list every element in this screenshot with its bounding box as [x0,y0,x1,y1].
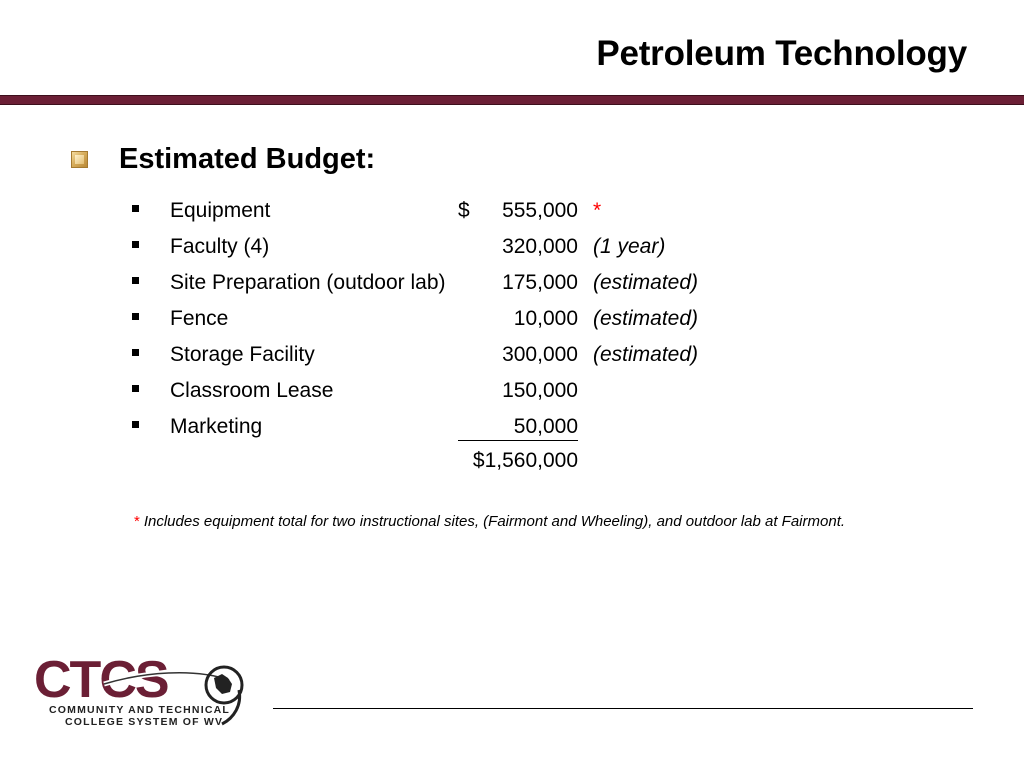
budget-item-label: Storage Facility [170,343,315,366]
budget-item-storage-facility [0,343,1024,373]
budget-item-label: Marketing [170,415,263,438]
budget-item-classroom-lease [0,379,1024,409]
black-square-bullet-icon [132,277,139,284]
budget-item-amount: 555,000 [502,199,578,222]
ctcs-logo [34,650,249,730]
budget-item-amount: 175,000 [502,271,578,294]
budget-item-label: Equipment [170,199,271,222]
budget-item-amount-underlined: 50,000 [458,415,578,441]
logo-acronym: CTCS [34,651,168,709]
black-square-bullet-icon [132,241,139,248]
gold-square-icon [71,151,88,168]
budget-item-equipment [0,199,1024,229]
budget-item-fence [0,307,1024,337]
budget-item-label: Fence [170,307,229,330]
logo-line-2: COLLEGE SYSTEM OF WV [65,716,224,728]
logo-line-1: COMMUNITY AND TECHNICAL [49,704,231,716]
black-square-bullet-icon [132,313,139,320]
budget-heading-row [71,143,375,176]
budget-item-dollar-sign: $ [458,199,470,222]
footnote-asterisk: * [134,513,140,530]
budget-item-faculty [0,235,1024,265]
budget-item-note: (estimated) [593,343,699,366]
budget-item-amount: 150,000 [502,379,578,402]
budget-item-site-preparation [0,271,1024,301]
footnote [134,513,845,530]
footnote-text: Includes equipment total for two instructional sites, (Fairmont and Wheeling), and outdoor lab at Fairmont. [143,513,846,530]
budget-item-asterisk: * [593,199,602,222]
slide-title: Petroleum Technology [596,34,967,73]
black-square-bullet-icon [132,349,139,356]
black-square-bullet-icon [132,385,139,392]
budget-item-label: Faculty (4) [170,235,270,258]
budget-item-marketing [0,415,1024,445]
footer-divider-line [273,708,973,709]
title-divider-bar [0,95,1024,105]
budget-item-note: (estimated) [593,271,699,294]
budget-item-note: (1 year) [593,235,666,258]
budget-heading: Estimated Budget: [119,143,376,175]
budget-item-amount: 300,000 [502,343,578,366]
black-square-bullet-icon [132,205,139,212]
budget-total: $1,560,000 [472,449,578,472]
budget-item-amount: 10,000 [513,307,578,330]
budget-item-label: Site Preparation (outdoor lab) [170,271,446,294]
budget-item-note: (estimated) [593,307,699,330]
budget-item-label: Classroom Lease [170,379,334,402]
black-square-bullet-icon [132,421,139,428]
budget-item-amount: 320,000 [502,235,578,258]
